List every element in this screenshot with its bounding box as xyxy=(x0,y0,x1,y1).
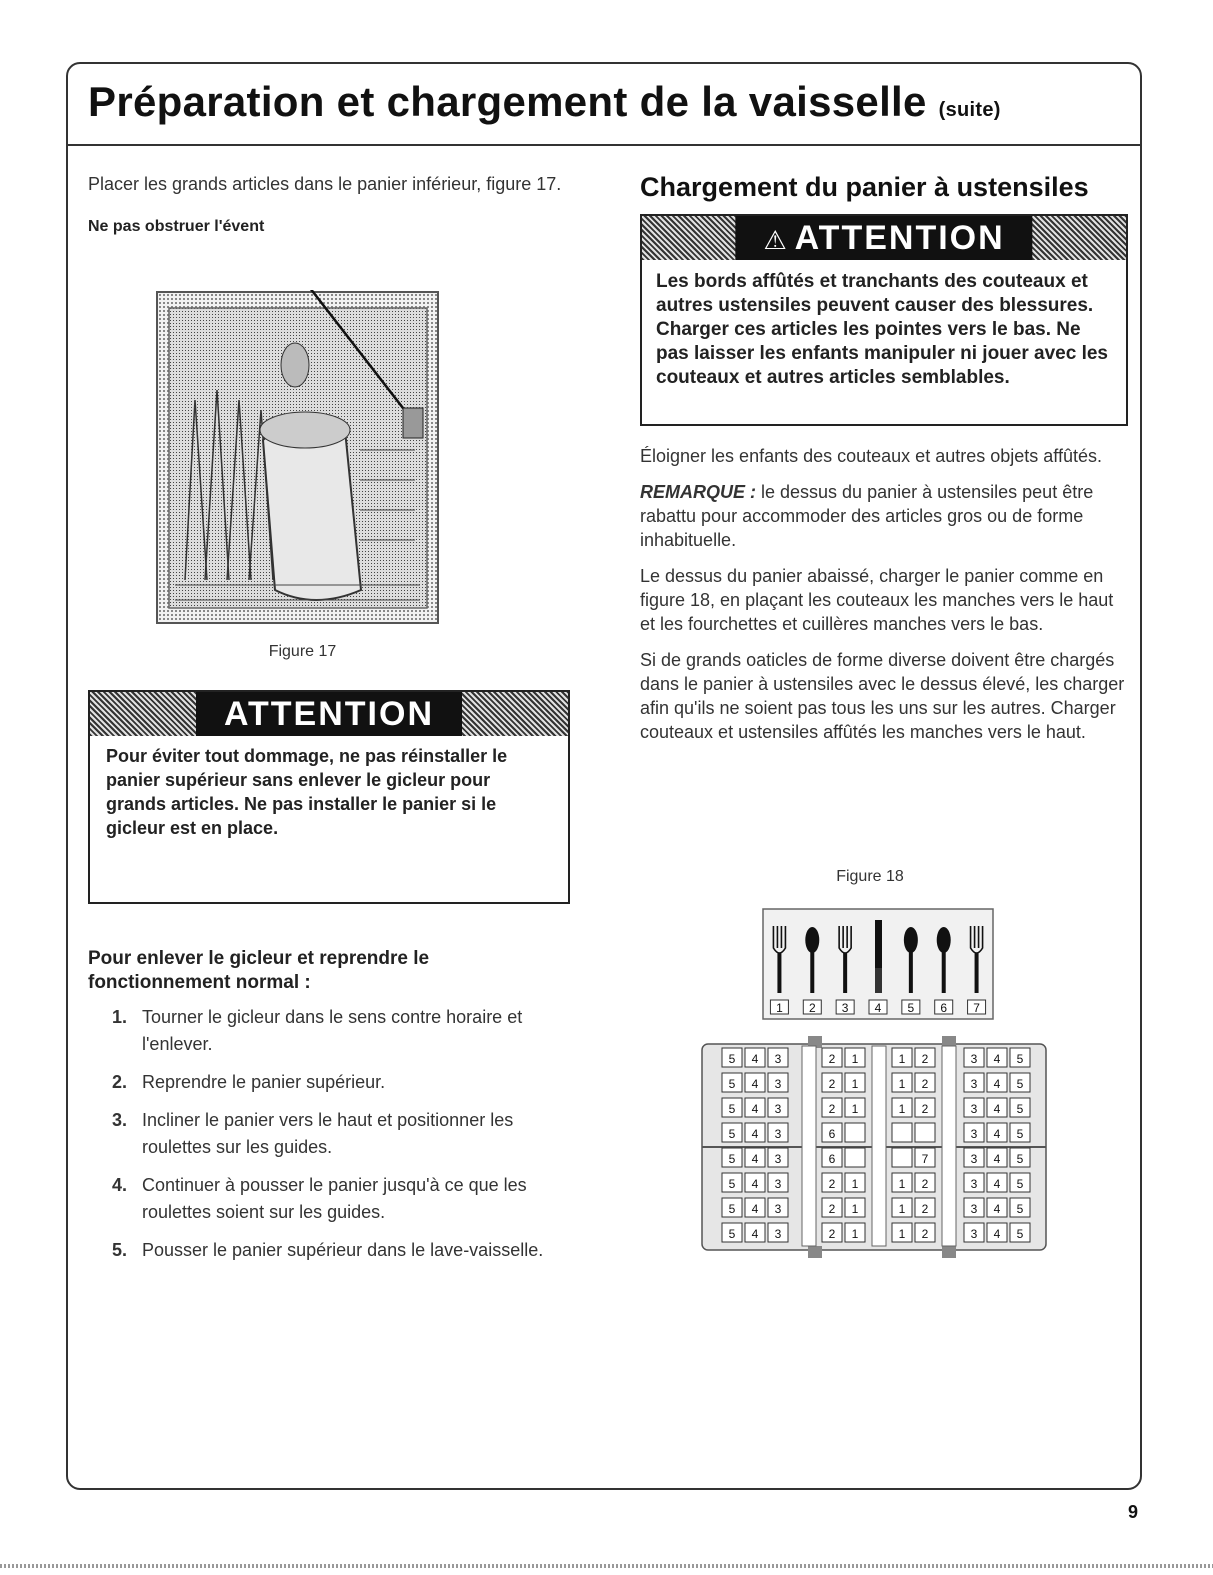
step-number: 1. xyxy=(112,1007,128,1027)
basket-hinge xyxy=(942,1246,956,1258)
fork-handle xyxy=(777,953,781,993)
basket-slot-number: 5 xyxy=(728,1227,736,1241)
utensil-number: 6 xyxy=(940,1001,948,1015)
basket-slot-number: 1 xyxy=(898,1202,906,1216)
basket-slot-number: 4 xyxy=(751,1127,759,1141)
basket-slot-number: 3 xyxy=(774,1102,782,1116)
basket-slot-number: 6 xyxy=(828,1152,836,1166)
basket-slot-number: 1 xyxy=(898,1227,906,1241)
basket-slot-number: 2 xyxy=(921,1052,929,1066)
step-item xyxy=(112,1172,552,1226)
spoon-handle xyxy=(909,950,913,993)
basket-handle-bar xyxy=(802,1046,816,1246)
basket-slot-number: 4 xyxy=(993,1227,1001,1241)
basket-slot xyxy=(892,1123,912,1142)
basket-slot-number: 5 xyxy=(728,1052,736,1066)
basket-slot-number: 3 xyxy=(774,1077,782,1091)
paragraph-loading: Le dessus du panier abaissé, charger le panier comme en figure 18, en plaçant les couteaux les manches vers le haut et les fourchettes et cuillères manches vers le bas. xyxy=(640,566,1114,634)
basket-slot-number: 5 xyxy=(1016,1202,1024,1216)
basket-slot-number: 2 xyxy=(828,1177,836,1191)
basket-slot-number: 2 xyxy=(828,1202,836,1216)
warning-box-knives xyxy=(640,214,1128,426)
steps-list xyxy=(112,1004,552,1275)
basket-slot-number: 5 xyxy=(1016,1077,1024,1091)
spoon-icon xyxy=(937,927,951,953)
basket-slot-number: 2 xyxy=(828,1052,836,1066)
warning-text: Pour éviter tout dommage, ne pas réinstaller le panier supérieur sans enlever le gicleur pour grands articles. Ne pas installer le panier si le gicleur est en place. xyxy=(106,746,508,838)
basket-slot-number: 5 xyxy=(728,1177,736,1191)
knife-icon xyxy=(875,920,882,968)
basket-slot-number: 7 xyxy=(921,1152,929,1166)
basket-slot-number: 4 xyxy=(751,1102,759,1116)
basket-slot-number: 1 xyxy=(851,1102,859,1116)
basket-slot-number: 3 xyxy=(774,1152,782,1166)
spoon-handle xyxy=(810,950,814,993)
basket-slot-number: 1 xyxy=(851,1227,859,1241)
basket-slot-number: 4 xyxy=(751,1177,759,1191)
basket-slot xyxy=(915,1123,935,1142)
basket-slot-number: 4 xyxy=(751,1202,759,1216)
fork-handle xyxy=(843,953,847,993)
fork-handle xyxy=(975,953,979,993)
basket-slot xyxy=(845,1148,865,1167)
basket-slot-number: 4 xyxy=(993,1077,1001,1091)
intro-paragraph: Placer les grands articles dans le panier inférieur, figure 17. xyxy=(88,174,562,194)
figure-18-basket-grid xyxy=(698,1034,1050,1260)
step-text: Tourner le gicleur dans le sens contre horaire et l'enlever. xyxy=(142,1007,523,1054)
left-column xyxy=(88,172,578,236)
basket-slot-number: 3 xyxy=(970,1127,978,1141)
basket-slot-number: 4 xyxy=(751,1052,759,1066)
spoon-icon xyxy=(805,927,819,953)
remarque-text: le dessus du panier à ustensiles peut être rabattu pour accommoder des articles gros ou de forme inhabituelle. xyxy=(640,482,1094,550)
spoon-icon xyxy=(904,927,918,953)
basket-slot-number: 1 xyxy=(898,1052,906,1066)
remarque-label: REMARQUE : xyxy=(640,482,756,502)
figure-17-caption: Figure 17 xyxy=(268,643,337,660)
basket-slot-number: 4 xyxy=(993,1152,1001,1166)
basket-slot-number: 5 xyxy=(1016,1177,1024,1191)
basket-slot-number: 5 xyxy=(1016,1152,1024,1166)
basket-slot-number: 3 xyxy=(970,1077,978,1091)
paragraph-remarque xyxy=(640,480,1130,552)
basket-handle-bar xyxy=(942,1046,956,1246)
steps-heading: Pour enlever le gicleur et reprendre le fonctionnement normal : xyxy=(88,948,430,993)
warning-header xyxy=(642,216,1126,260)
step-item xyxy=(112,1069,552,1096)
basket-slot xyxy=(845,1123,865,1142)
paragraph-large-items: Si de grands oaticles de forme diverse doivent être chargés dans le panier à ustensiles avec le dessus élevé, les charger afin qu'ils ne soient pas tous les uns sur les autres. Charger couteaux et ustensiles affûtés les manches vers le haut. xyxy=(640,650,1125,742)
basket-slot-number: 2 xyxy=(828,1227,836,1241)
basket-slot-number: 5 xyxy=(1016,1052,1024,1066)
utensil-number: 4 xyxy=(874,1001,882,1015)
section-heading-utensils: Chargement du panier à ustensiles xyxy=(640,172,1089,202)
basket-slot-number: 6 xyxy=(828,1127,836,1141)
step-text: Continuer à pousser le panier jusqu'à ce que les roulettes soient sur les guides. xyxy=(142,1175,527,1222)
page-title-text: Préparation et chargement de la vaisselle xyxy=(88,78,927,125)
spoon-handle xyxy=(942,950,946,993)
basket-slot-number: 1 xyxy=(851,1052,859,1066)
basket-slot-number: 5 xyxy=(728,1102,736,1116)
basket-slot-number: 4 xyxy=(993,1177,1001,1191)
step-text: Reprendre le panier supérieur. xyxy=(142,1072,386,1092)
basket-slot-number: 1 xyxy=(898,1077,906,1091)
basket-slot-number: 1 xyxy=(851,1177,859,1191)
warning-label-text: ATTENTION xyxy=(794,219,1005,257)
basket-slot-number: 3 xyxy=(774,1202,782,1216)
basket-slot-number: 3 xyxy=(774,1177,782,1191)
basket-slot-number: 1 xyxy=(851,1077,859,1091)
basket-slot xyxy=(892,1148,912,1167)
page-title-suite: (suite) xyxy=(938,99,1001,121)
basket-slot-number: 3 xyxy=(774,1227,782,1241)
utensil-number: 3 xyxy=(841,1001,849,1015)
step-number: 2. xyxy=(112,1072,128,1092)
basket-slot-number: 2 xyxy=(921,1202,929,1216)
basket-slot-number: 2 xyxy=(828,1102,836,1116)
basket-slot-number: 2 xyxy=(921,1227,929,1241)
paragraph-children: Éloigner les enfants des couteaux et autres objets affûtés. xyxy=(640,446,1102,466)
basket-slot-number: 4 xyxy=(993,1102,1001,1116)
basket-slot-number: 3 xyxy=(970,1227,978,1241)
basket-slot-number: 1 xyxy=(851,1202,859,1216)
utensil-instructions xyxy=(640,444,1130,756)
basket-slot-number: 5 xyxy=(728,1152,736,1166)
basket-slot-number: 5 xyxy=(728,1202,736,1216)
basket-slot-number: 3 xyxy=(774,1127,782,1141)
basket-slot-number: 2 xyxy=(921,1077,929,1091)
step-number: 4. xyxy=(112,1175,128,1195)
basket-slot-number: 3 xyxy=(970,1102,978,1116)
basket-slot-number: 1 xyxy=(898,1102,906,1116)
basket-slot-number: 3 xyxy=(970,1202,978,1216)
step-item xyxy=(112,1107,552,1161)
warning-triangle-icon: ⚠ xyxy=(763,225,789,255)
basket-slot-number: 5 xyxy=(728,1077,736,1091)
vent-callout: Ne pas obstruer l'évent xyxy=(88,218,265,235)
step-item xyxy=(112,1004,552,1058)
basket-slot-number: 2 xyxy=(921,1102,929,1116)
step-item xyxy=(112,1237,552,1264)
utensil-number: 5 xyxy=(907,1001,915,1015)
warning-box-basket xyxy=(88,690,570,904)
basket-slot-number: 4 xyxy=(751,1077,759,1091)
figure-17-dishwasher-illustration xyxy=(155,290,440,625)
utensil-number: 1 xyxy=(776,1001,783,1015)
utensil-number: 7 xyxy=(973,1001,980,1015)
basket-slot-number: 4 xyxy=(993,1127,1001,1141)
basket-slot-number: 5 xyxy=(1016,1227,1024,1241)
basket-slot-number: 3 xyxy=(970,1052,978,1066)
basket-slot-number: 5 xyxy=(1016,1127,1024,1141)
basket-slot-number: 5 xyxy=(728,1127,736,1141)
basket-slot-number: 3 xyxy=(970,1152,978,1166)
step-text: Incliner le panier vers le haut et positionner les roulettes sur les guides. xyxy=(142,1110,514,1157)
basket-slot-number: 3 xyxy=(774,1052,782,1066)
basket-handle-bar xyxy=(872,1046,886,1246)
basket-hinge xyxy=(808,1246,822,1258)
warning-label xyxy=(735,216,1032,260)
basket-slot-number: 3 xyxy=(970,1177,978,1191)
warning-text: Les bords affûtés et tranchants des couteaux et autres ustensiles peuvent causer des blessures. Charger ces articles les pointes vers le bas. Ne pas laisser les enfants manipuler ni jouer avec les couteaux et autres articles semblables. xyxy=(656,271,1108,388)
step-number: 5. xyxy=(112,1240,128,1260)
step-number: 3. xyxy=(112,1110,128,1130)
basket-slot-number: 4 xyxy=(751,1152,759,1166)
basket-slot-number: 4 xyxy=(993,1052,1001,1066)
page-number: 9 xyxy=(1128,1502,1139,1522)
knife-handle xyxy=(875,968,882,993)
step-text: Pousser le panier supérieur dans le lave-vaisselle. xyxy=(142,1240,544,1260)
bottom-rule xyxy=(0,1564,1213,1568)
basket-slot-number: 4 xyxy=(993,1202,1001,1216)
warning-label: ATTENTION xyxy=(196,692,462,736)
basket-slot-number: 5 xyxy=(1016,1102,1024,1116)
basket-slot-number: 2 xyxy=(921,1177,929,1191)
warning-header xyxy=(90,692,568,736)
basket-slot-number: 1 xyxy=(898,1177,906,1191)
utensil-number: 2 xyxy=(808,1001,816,1015)
basket-slot-number: 4 xyxy=(751,1227,759,1241)
basket-slot-number: 2 xyxy=(828,1077,836,1091)
page-title xyxy=(88,78,1001,126)
figure-18-caption: Figure 18 xyxy=(836,868,904,885)
figure-18-utensils xyxy=(762,908,994,1020)
